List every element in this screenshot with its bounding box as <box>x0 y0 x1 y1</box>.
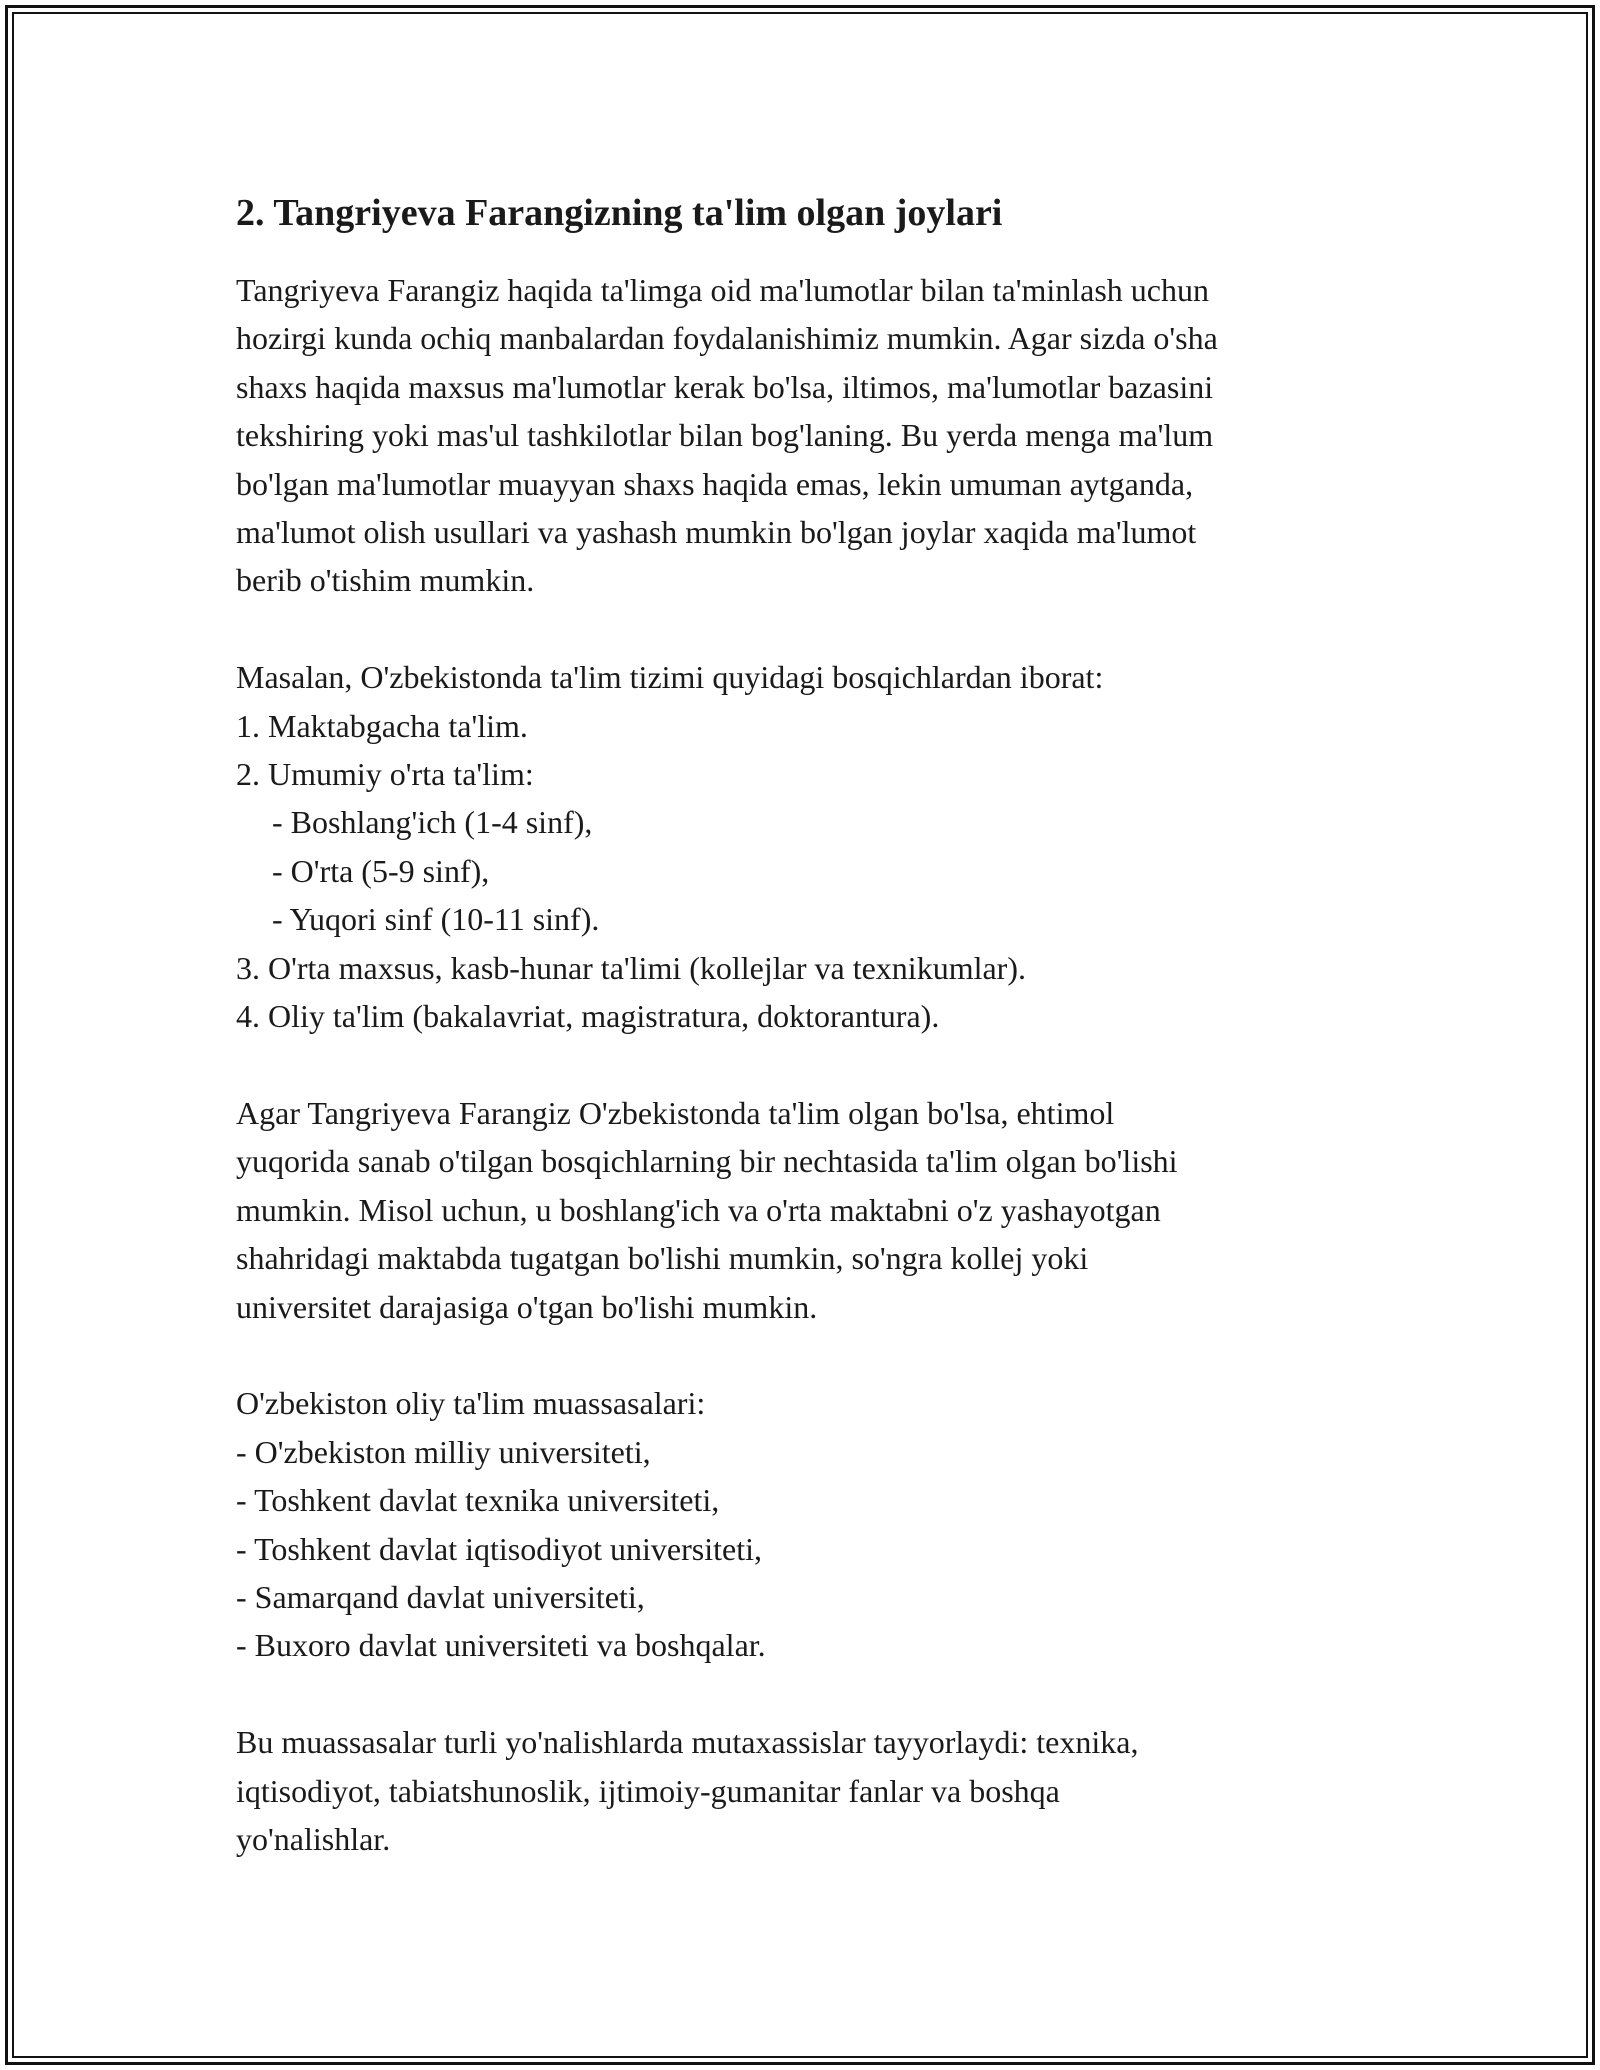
document-body <box>236 186 1376 1863</box>
spacer <box>236 605 1376 653</box>
list-item: - Samarqand davlat universiteti, <box>236 1578 645 1615</box>
list-item: 2. Umumiy o'rta ta'lim: <box>236 756 534 793</box>
education-paragraph: Agar Tangriyeva Farangiz O'zbekistonda ta'lim olgan bo'lsa, ehtimol yuqorida sanab o'tilgan bosqichlarning bir nechtasida ta'lim olgan bo'lishi mumkin. Misol uchun, u boshlang'ich va o'rta maktabni o'z yashayotgan shahridagi maktabda tugatgan bo'lishi mumkin, so'ngra kollej yoki universitet darajasiga o'tgan bo'lishi mumkin. <box>236 1094 1178 1325</box>
list-item: 3. O'rta maxsus, kasb-hunar ta'limi (kollejlar va texnikumlar). <box>236 949 1026 986</box>
universities-list <box>236 1379 1376 1669</box>
education-system-intro: Masalan, O'zbekistonda ta'lim tizimi quyidagi bosqichlardan iborat: <box>236 659 1104 696</box>
spacer <box>236 1040 1376 1088</box>
spacer <box>236 1670 1376 1718</box>
universities-intro: O'zbekiston oliy ta'lim muassasalari: <box>236 1385 706 1422</box>
list-item: - Toshkent davlat iqtisodiyot universiteti, <box>236 1530 762 1567</box>
list-item: - O'zbekiston milliy universiteti, <box>236 1433 651 1470</box>
list-item: 4. Oliy ta'lim (bakalavriat, magistratura, doktorantura). <box>236 998 940 1035</box>
sub-list-item: - Boshlang'ich (1-4 sinf), <box>272 804 593 841</box>
spacer <box>236 1331 1376 1379</box>
sub-list-item: - Yuqori sinf (10-11 sinf). <box>272 901 600 938</box>
section-heading: 2. Tangriyeva Farangizning ta'lim olgan joylari <box>236 192 1003 234</box>
education-system-list <box>236 653 1376 1040</box>
closing-paragraph: Bu muassasalar turli yo'nalishlarda mutaxassislar tayyorlaydi: texnika, iqtisodiyot, tabiatshunoslik, ijtimoiy-gumanitar fanlar va boshqa yo'nalishlar. <box>236 1724 1139 1857</box>
list-item: - Buxoro davlat universiteti va boshqalar. <box>236 1627 766 1664</box>
list-item: 1. Maktabgacha ta'lim. <box>236 707 528 744</box>
intro-paragraph: Tangriyeva Farangiz haqida ta'limga oid ma'lumotlar bilan ta'minlash uchun hozirgi kunda ochiq manbalardan foydalanishimiz mumkin. Agar sizda o'sha shaxs haqida maxsus ma'lumotlar kerak bo'lsa, iltimos, ma'lumotlar bazasini tekshiring yoki mas'ul tashkilotlar bilan bog'laning. Bu yerda menga ma'lum bo'lgan ma'lumotlar muayyan shaxs haqida emas, lekin umuman aytganda, ma'lumot olish usullari va yashash mumkin bo'lgan joylar xaqida ma'lumot berib o'tishim mumkin. <box>236 272 1218 599</box>
list-item: - Toshkent davlat texnika universiteti, <box>236 1482 720 1519</box>
sub-list-item: - O'rta (5-9 sinf), <box>272 852 490 889</box>
